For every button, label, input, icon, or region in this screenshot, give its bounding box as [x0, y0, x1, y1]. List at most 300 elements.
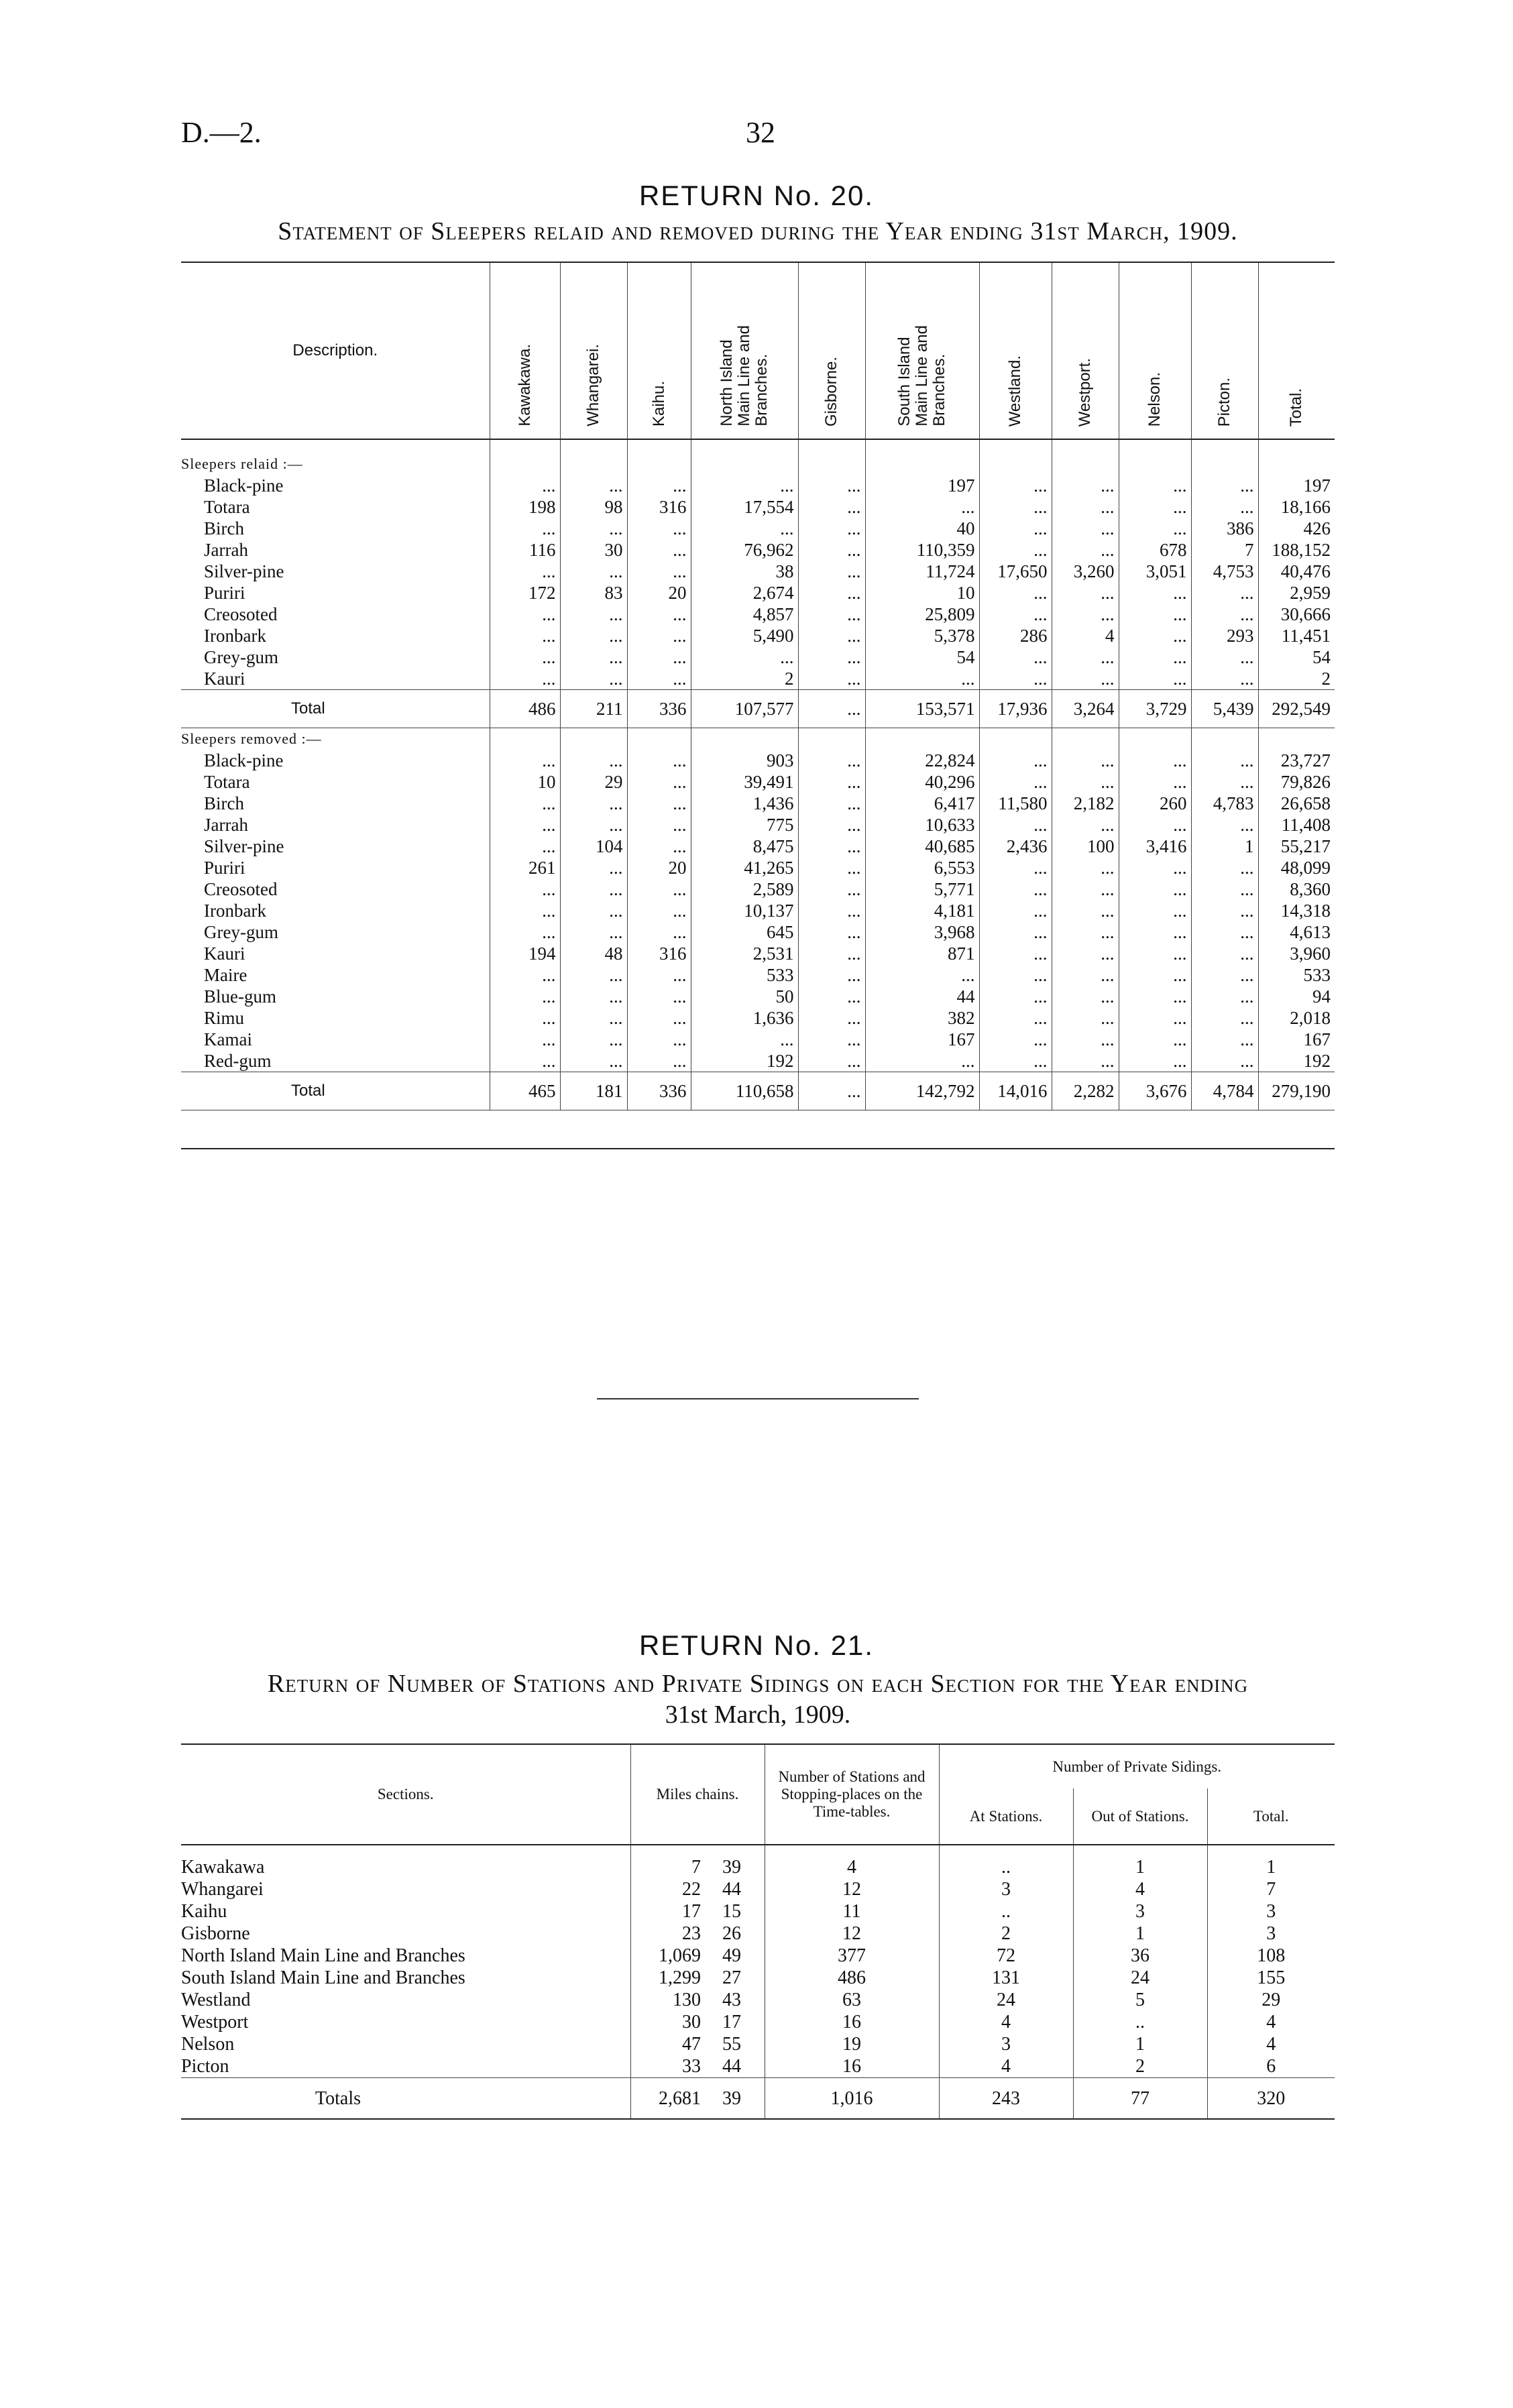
table-row [181, 878, 1335, 900]
table-cell: ... [979, 604, 1052, 625]
table-cell: ... [798, 900, 865, 921]
table-cell: ... [979, 771, 1052, 793]
row-label: Total [181, 690, 490, 728]
table-cell: 2 [939, 1923, 1073, 1945]
row-label: Ironbark [204, 901, 266, 921]
row-label: Total [181, 1072, 490, 1110]
table-cell: ... [560, 878, 627, 900]
table-cell: ... [979, 1007, 1052, 1029]
miles-chains [630, 1878, 765, 1900]
table-cell: ... [979, 921, 1052, 943]
table-cell: ... [627, 604, 691, 625]
table-cell [1052, 728, 1119, 750]
table-cell: ... [560, 604, 627, 625]
table-row [181, 814, 1335, 836]
row-label [181, 439, 490, 453]
table-cell: ... [1119, 921, 1191, 943]
table-cell [1258, 453, 1335, 475]
table-row [181, 986, 1335, 1007]
table-cell: ... [490, 1029, 560, 1050]
table-cell: 30 [560, 539, 627, 561]
table-cell: ... [1191, 496, 1258, 518]
table-header-row [181, 262, 1335, 439]
row-label: Creosoted [204, 879, 278, 899]
table-cell: ... [490, 518, 560, 539]
header-sections: Sections. [181, 1744, 630, 1845]
section-name: Westland [181, 1990, 251, 2010]
table-row [181, 518, 1335, 539]
column-header [560, 262, 627, 439]
table-cell: ... [490, 668, 560, 690]
section-name: Totals [181, 2078, 630, 2120]
table-cell: ... [979, 964, 1052, 986]
table-cell: 2,531 [691, 943, 798, 964]
table-cell: 6 [1207, 2055, 1335, 2078]
row-label: Silver-pine [204, 836, 284, 856]
table-cell: 8,360 [1258, 878, 1335, 900]
miles-value: 7 [691, 1857, 701, 1878]
chains-value: 26 [722, 1923, 741, 1944]
miles-value: 17 [682, 1901, 701, 1922]
table-cell: 20 [627, 582, 691, 604]
miles-chains [630, 1945, 765, 1967]
table-cell: 48,099 [1258, 857, 1335, 878]
table-cell: ... [798, 561, 865, 582]
row-label: Birch [204, 793, 244, 813]
row-label: Rimu [204, 1008, 245, 1028]
table-cell: 336 [627, 690, 691, 728]
table-cell: 197 [865, 475, 979, 496]
table-cell: 6,417 [865, 793, 979, 814]
column-header [1191, 262, 1258, 439]
table-cell: ... [490, 964, 560, 986]
miles-chains [630, 2033, 765, 2055]
column-header [627, 262, 691, 439]
table-cell: ... [1119, 582, 1191, 604]
return-20-subtitle: Statement of Sleepers relaid and removed during the Year ending 31st March, 1909. [278, 217, 1238, 245]
table-cell: ... [798, 857, 865, 878]
table-cell: 5,439 [1191, 690, 1258, 728]
table-cell: ... [560, 646, 627, 668]
section-name: South Island Main Line and Branches [181, 1967, 465, 1988]
table-cell [560, 453, 627, 475]
table-cell: 3 [1073, 1900, 1207, 1923]
table-cell: 116 [490, 539, 560, 561]
table-cell: ... [979, 582, 1052, 604]
column-header-label: Kawakawa. [515, 344, 534, 426]
row-label: Totara [204, 772, 250, 792]
section-name: Picton [181, 2056, 229, 2077]
table-cell [1258, 728, 1335, 750]
table-cell: ... [1052, 986, 1119, 1007]
table-cell: 2,959 [1258, 582, 1335, 604]
table-cell: 261 [490, 857, 560, 878]
table-cell: ... [560, 475, 627, 496]
table-cell: ... [1052, 964, 1119, 986]
table-cell: 2 [1258, 668, 1335, 690]
table-cell: ... [560, 964, 627, 986]
table-cell: ... [798, 878, 865, 900]
table-cell: 4,783 [1191, 793, 1258, 814]
table-cell: ... [798, 625, 865, 646]
column-header-label: Kaihu. [649, 380, 668, 426]
table-cell: 211 [560, 690, 627, 728]
table-cell: ... [691, 518, 798, 539]
table-cell: 293 [1191, 625, 1258, 646]
table-cell: ... [979, 539, 1052, 561]
row-label: Sleepers removed :— [181, 730, 322, 747]
table-cell: ... [1191, 857, 1258, 878]
table-cell: 320 [1207, 2078, 1335, 2120]
table-cell: ... [560, 561, 627, 582]
table-cell: 486 [490, 690, 560, 728]
table-cell: ... [979, 900, 1052, 921]
table-cell: 76,962 [691, 539, 798, 561]
table-cell: 24 [939, 1989, 1073, 2011]
table-cell: ... [798, 518, 865, 539]
table-cell: 4,857 [691, 604, 798, 625]
table-cell [798, 728, 865, 750]
table-cell [627, 439, 691, 453]
table-cell: ... [1052, 1029, 1119, 1050]
table-cell: 197 [1258, 475, 1335, 496]
table-row [181, 836, 1335, 857]
chains-value: 17 [722, 2012, 741, 2032]
table-cell [798, 439, 865, 453]
table-cell [560, 728, 627, 750]
table-cell: 77 [1073, 2078, 1207, 2120]
table-cell: ... [979, 750, 1052, 771]
table-cell: 2,282 [1052, 1072, 1119, 1110]
table-cell: 110,658 [691, 1072, 798, 1110]
table-cell: ... [1052, 475, 1119, 496]
table-cell: 3,968 [865, 921, 979, 943]
table-row [181, 625, 1335, 646]
table-cell: ... [1052, 943, 1119, 964]
table-row [181, 561, 1335, 582]
table-cell: ... [1191, 900, 1258, 921]
table-cell: 40,476 [1258, 561, 1335, 582]
miles-chains [630, 1900, 765, 1923]
table-cell: ... [1191, 964, 1258, 986]
table-cell: 5,771 [865, 878, 979, 900]
table-cell: ... [1052, 496, 1119, 518]
table-cell: ... [627, 986, 691, 1007]
table-cell: ... [1119, 496, 1191, 518]
table-cell: ... [627, 1007, 691, 1029]
table-cell: ... [627, 964, 691, 986]
table-cell: ... [1119, 878, 1191, 900]
table-cell: 465 [490, 1072, 560, 1110]
table-cell: 11,724 [865, 561, 979, 582]
table-cell: ... [490, 604, 560, 625]
table-cell: 286 [979, 625, 1052, 646]
table-cell: ... [490, 836, 560, 857]
table-cell: 3 [939, 2033, 1073, 2055]
table-cell: ... [1119, 986, 1191, 1007]
table-cell: 903 [691, 750, 798, 771]
table-cell: 645 [691, 921, 798, 943]
table-cell: ... [490, 561, 560, 582]
column-header-label: Total. [1287, 388, 1306, 426]
table-row [181, 1923, 1335, 1945]
table-cell: 3,264 [1052, 690, 1119, 728]
section-name: Whangarei [181, 1879, 264, 1900]
table-cell: 100 [1052, 836, 1119, 857]
table-cell: 260 [1119, 793, 1191, 814]
table-cell: 54 [1258, 646, 1335, 668]
table-cell: ... [979, 1050, 1052, 1072]
row-label: Puriri [204, 858, 245, 878]
column-header [798, 262, 865, 439]
table-cell: 1 [1073, 2033, 1207, 2055]
table-cell: ... [979, 668, 1052, 690]
column-header [1258, 262, 1335, 439]
table-cell: 4 [1207, 2033, 1335, 2055]
table-row [181, 2055, 1335, 2078]
table-row [181, 1989, 1335, 2011]
miles-value: 1,299 [659, 1967, 701, 1988]
table-cell: 48 [560, 943, 627, 964]
table-cell: 4 [1052, 625, 1119, 646]
table-cell: ... [979, 943, 1052, 964]
table-cell: ... [627, 793, 691, 814]
table-cell: ... [490, 878, 560, 900]
table-cell [865, 453, 979, 475]
row-label: Sleepers relaid :— [181, 455, 303, 472]
table-cell: ... [1119, 750, 1191, 771]
sleepers-table [181, 262, 1335, 1110]
miles-value: 23 [682, 1923, 701, 1944]
table-cell: ... [627, 518, 691, 539]
table-cell: ... [798, 1072, 865, 1110]
section-name: Kawakawa [181, 1857, 265, 1878]
table-cell: ... [1191, 1050, 1258, 1072]
miles-chains [630, 1989, 765, 2011]
table-cell: 16 [765, 2055, 939, 2078]
table-cell: ... [627, 771, 691, 793]
table-row [181, 475, 1335, 496]
table-cell: ... [490, 1050, 560, 1072]
table-cell: ... [1191, 668, 1258, 690]
table-cell: 17,554 [691, 496, 798, 518]
table-cell: ... [798, 582, 865, 604]
miles-value: 47 [682, 2034, 701, 2055]
table-cell: ... [1191, 771, 1258, 793]
table-cell: ... [560, 900, 627, 921]
table-cell: 4 [939, 2055, 1073, 2078]
column-header-label: North Island Main Line and Branches. [718, 325, 771, 426]
table-cell: ... [798, 668, 865, 690]
table-cell: 3,676 [1119, 1072, 1191, 1110]
table-cell: 4,181 [865, 900, 979, 921]
table-cell: ... [1191, 1029, 1258, 1050]
column-description: Description. [181, 262, 490, 439]
table-cell: ... [1191, 878, 1258, 900]
table-row [181, 539, 1335, 561]
table-cell: 41,265 [691, 857, 798, 878]
table-cell: 55,217 [1258, 836, 1335, 857]
row-label: Creosoted [204, 604, 278, 624]
table-cell: 24 [1073, 1967, 1207, 1989]
table-cell: ... [560, 921, 627, 943]
table-cell: 3,729 [1119, 690, 1191, 728]
table-cell: ... [1119, 604, 1191, 625]
table-cell: 40 [865, 518, 979, 539]
table-cell: 1 [1191, 836, 1258, 857]
table-cell: 279,190 [1258, 1072, 1335, 1110]
table-cell: 36 [1073, 1945, 1207, 1967]
table-cell: 486 [765, 1967, 939, 1989]
miles-chains [630, 1923, 765, 1945]
table-cell: 10 [865, 582, 979, 604]
table-cell: 2,182 [1052, 793, 1119, 814]
table-cell: 11,408 [1258, 814, 1335, 836]
table-cell: ... [1052, 1007, 1119, 1029]
row-label: Blue-gum [204, 986, 276, 1007]
table-cell: 871 [865, 943, 979, 964]
table-cell: 11,580 [979, 793, 1052, 814]
table-cell: ... [560, 668, 627, 690]
table-cell: 2,018 [1258, 1007, 1335, 1029]
table-cell: 2,589 [691, 878, 798, 900]
row-label: Jarrah [204, 540, 248, 560]
table-cell: ... [1191, 921, 1258, 943]
table-cell: 155 [1207, 1967, 1335, 1989]
row-label: Ironbark [204, 626, 266, 646]
table-cell: ... [1119, 771, 1191, 793]
table-cell: ... [691, 1029, 798, 1050]
table-cell: 14,318 [1258, 900, 1335, 921]
table-cell: ... [1052, 857, 1119, 878]
table-cell: ... [1191, 814, 1258, 836]
row-label: Silver-pine [204, 561, 284, 581]
miles-chains [630, 2055, 765, 2078]
table-cell: ... [1052, 750, 1119, 771]
table-cell: .. [1073, 2011, 1207, 2033]
table-cell [865, 728, 979, 750]
miles-value: 130 [673, 1990, 701, 2010]
row-label: Kauri [204, 669, 245, 689]
table-cell: 11 [765, 1900, 939, 1923]
table-row [181, 1845, 1335, 1878]
header-miles-chains: Miles chains. [630, 1744, 765, 1845]
section-name: Kaihu [181, 1901, 227, 1922]
table-cell: 23,727 [1258, 750, 1335, 771]
document-code: D.—2. [181, 116, 262, 149]
table-cell: 7 [1207, 1878, 1335, 1900]
row-label: Puriri [204, 583, 245, 603]
table-cell: ... [798, 604, 865, 625]
table-cell: ... [865, 496, 979, 518]
table-cell: ... [979, 814, 1052, 836]
table-cell: ... [1119, 964, 1191, 986]
table-cell: 10,633 [865, 814, 979, 836]
table-cell: 142,792 [865, 1072, 979, 1110]
row-label: Black-pine [204, 750, 284, 770]
miles-value: 2,681 [659, 2087, 701, 2109]
return-21-subtitle-line1: Return of Number of Stations and Private Sidings on each Section for the Year ending [267, 1670, 1249, 1698]
column-header-label: South Island Main Line and Branches. [895, 325, 948, 426]
return-20-title: RETURN No. 20. [638, 180, 875, 211]
section-name: Gisborne [181, 1923, 250, 1944]
table-cell: 107,577 [691, 690, 798, 728]
table-cell: 1 [1073, 1923, 1207, 1945]
row-label: Black-pine [204, 475, 284, 496]
table-cell: 110,359 [865, 539, 979, 561]
table-cell: ... [798, 793, 865, 814]
table-cell: 2 [1073, 2055, 1207, 2078]
table-cell: ... [865, 668, 979, 690]
table-cell: 7 [1191, 539, 1258, 561]
return-21-title: RETURN No. 21. [638, 1629, 875, 1661]
table-cell: ... [560, 1029, 627, 1050]
table-cell: ... [865, 964, 979, 986]
table-cell: 44 [865, 986, 979, 1007]
table-cell: 14,016 [979, 1072, 1052, 1110]
table-cell: 39,491 [691, 771, 798, 793]
table-cell: 11,451 [1258, 625, 1335, 646]
table-cell: ... [1191, 750, 1258, 771]
table-cell: 3 [939, 1878, 1073, 1900]
column-header-label: Picton. [1215, 377, 1233, 426]
table-cell: 533 [1258, 964, 1335, 986]
chains-value: 39 [722, 2087, 741, 2109]
section-name: North Island Main Line and Branches [181, 1945, 465, 1966]
table-row [181, 1967, 1335, 1989]
table-cell: ... [1119, 475, 1191, 496]
table-cell: 192 [1258, 1050, 1335, 1072]
table-cell: .. [939, 1900, 1073, 1923]
table-cell: 72 [939, 1945, 1073, 1967]
table-cell: 4,613 [1258, 921, 1335, 943]
table-cell: 29 [1207, 1989, 1335, 2011]
table-cell: 194 [490, 943, 560, 964]
table-cell: 3 [1207, 1900, 1335, 1923]
table-cell: ... [1119, 943, 1191, 964]
table-cell: ... [627, 475, 691, 496]
table-cell: 4 [1207, 2011, 1335, 2033]
table-cell: ... [979, 496, 1052, 518]
table-cell: ... [1119, 518, 1191, 539]
row-label: Red-gum [204, 1051, 272, 1071]
table-cell: ... [560, 1050, 627, 1072]
table-row [181, 857, 1335, 878]
table-cell: 4 [939, 2011, 1073, 2033]
table-cell: 26,658 [1258, 793, 1335, 814]
miles-chains [630, 2078, 765, 2120]
table-cell: ... [1052, 921, 1119, 943]
totals-row [181, 2078, 1335, 2120]
column-header-label: Whangarei. [584, 344, 602, 426]
table-cell: 79,826 [1258, 771, 1335, 793]
table-cell: ... [979, 857, 1052, 878]
table-cell: ... [1119, 857, 1191, 878]
table-cell: 98 [560, 496, 627, 518]
table-row [181, 1878, 1335, 1900]
table-cell: 1,016 [765, 2078, 939, 2120]
table-cell: ... [560, 750, 627, 771]
table-cell: 1 [1073, 1845, 1207, 1878]
table-cell: ... [1119, 646, 1191, 668]
table-cell: 192 [691, 1050, 798, 1072]
table-cell: 172 [490, 582, 560, 604]
table-cell [1119, 453, 1191, 475]
table-cell: 104 [560, 836, 627, 857]
table-cell [979, 453, 1052, 475]
column-header [490, 262, 560, 439]
table-cell [490, 453, 560, 475]
